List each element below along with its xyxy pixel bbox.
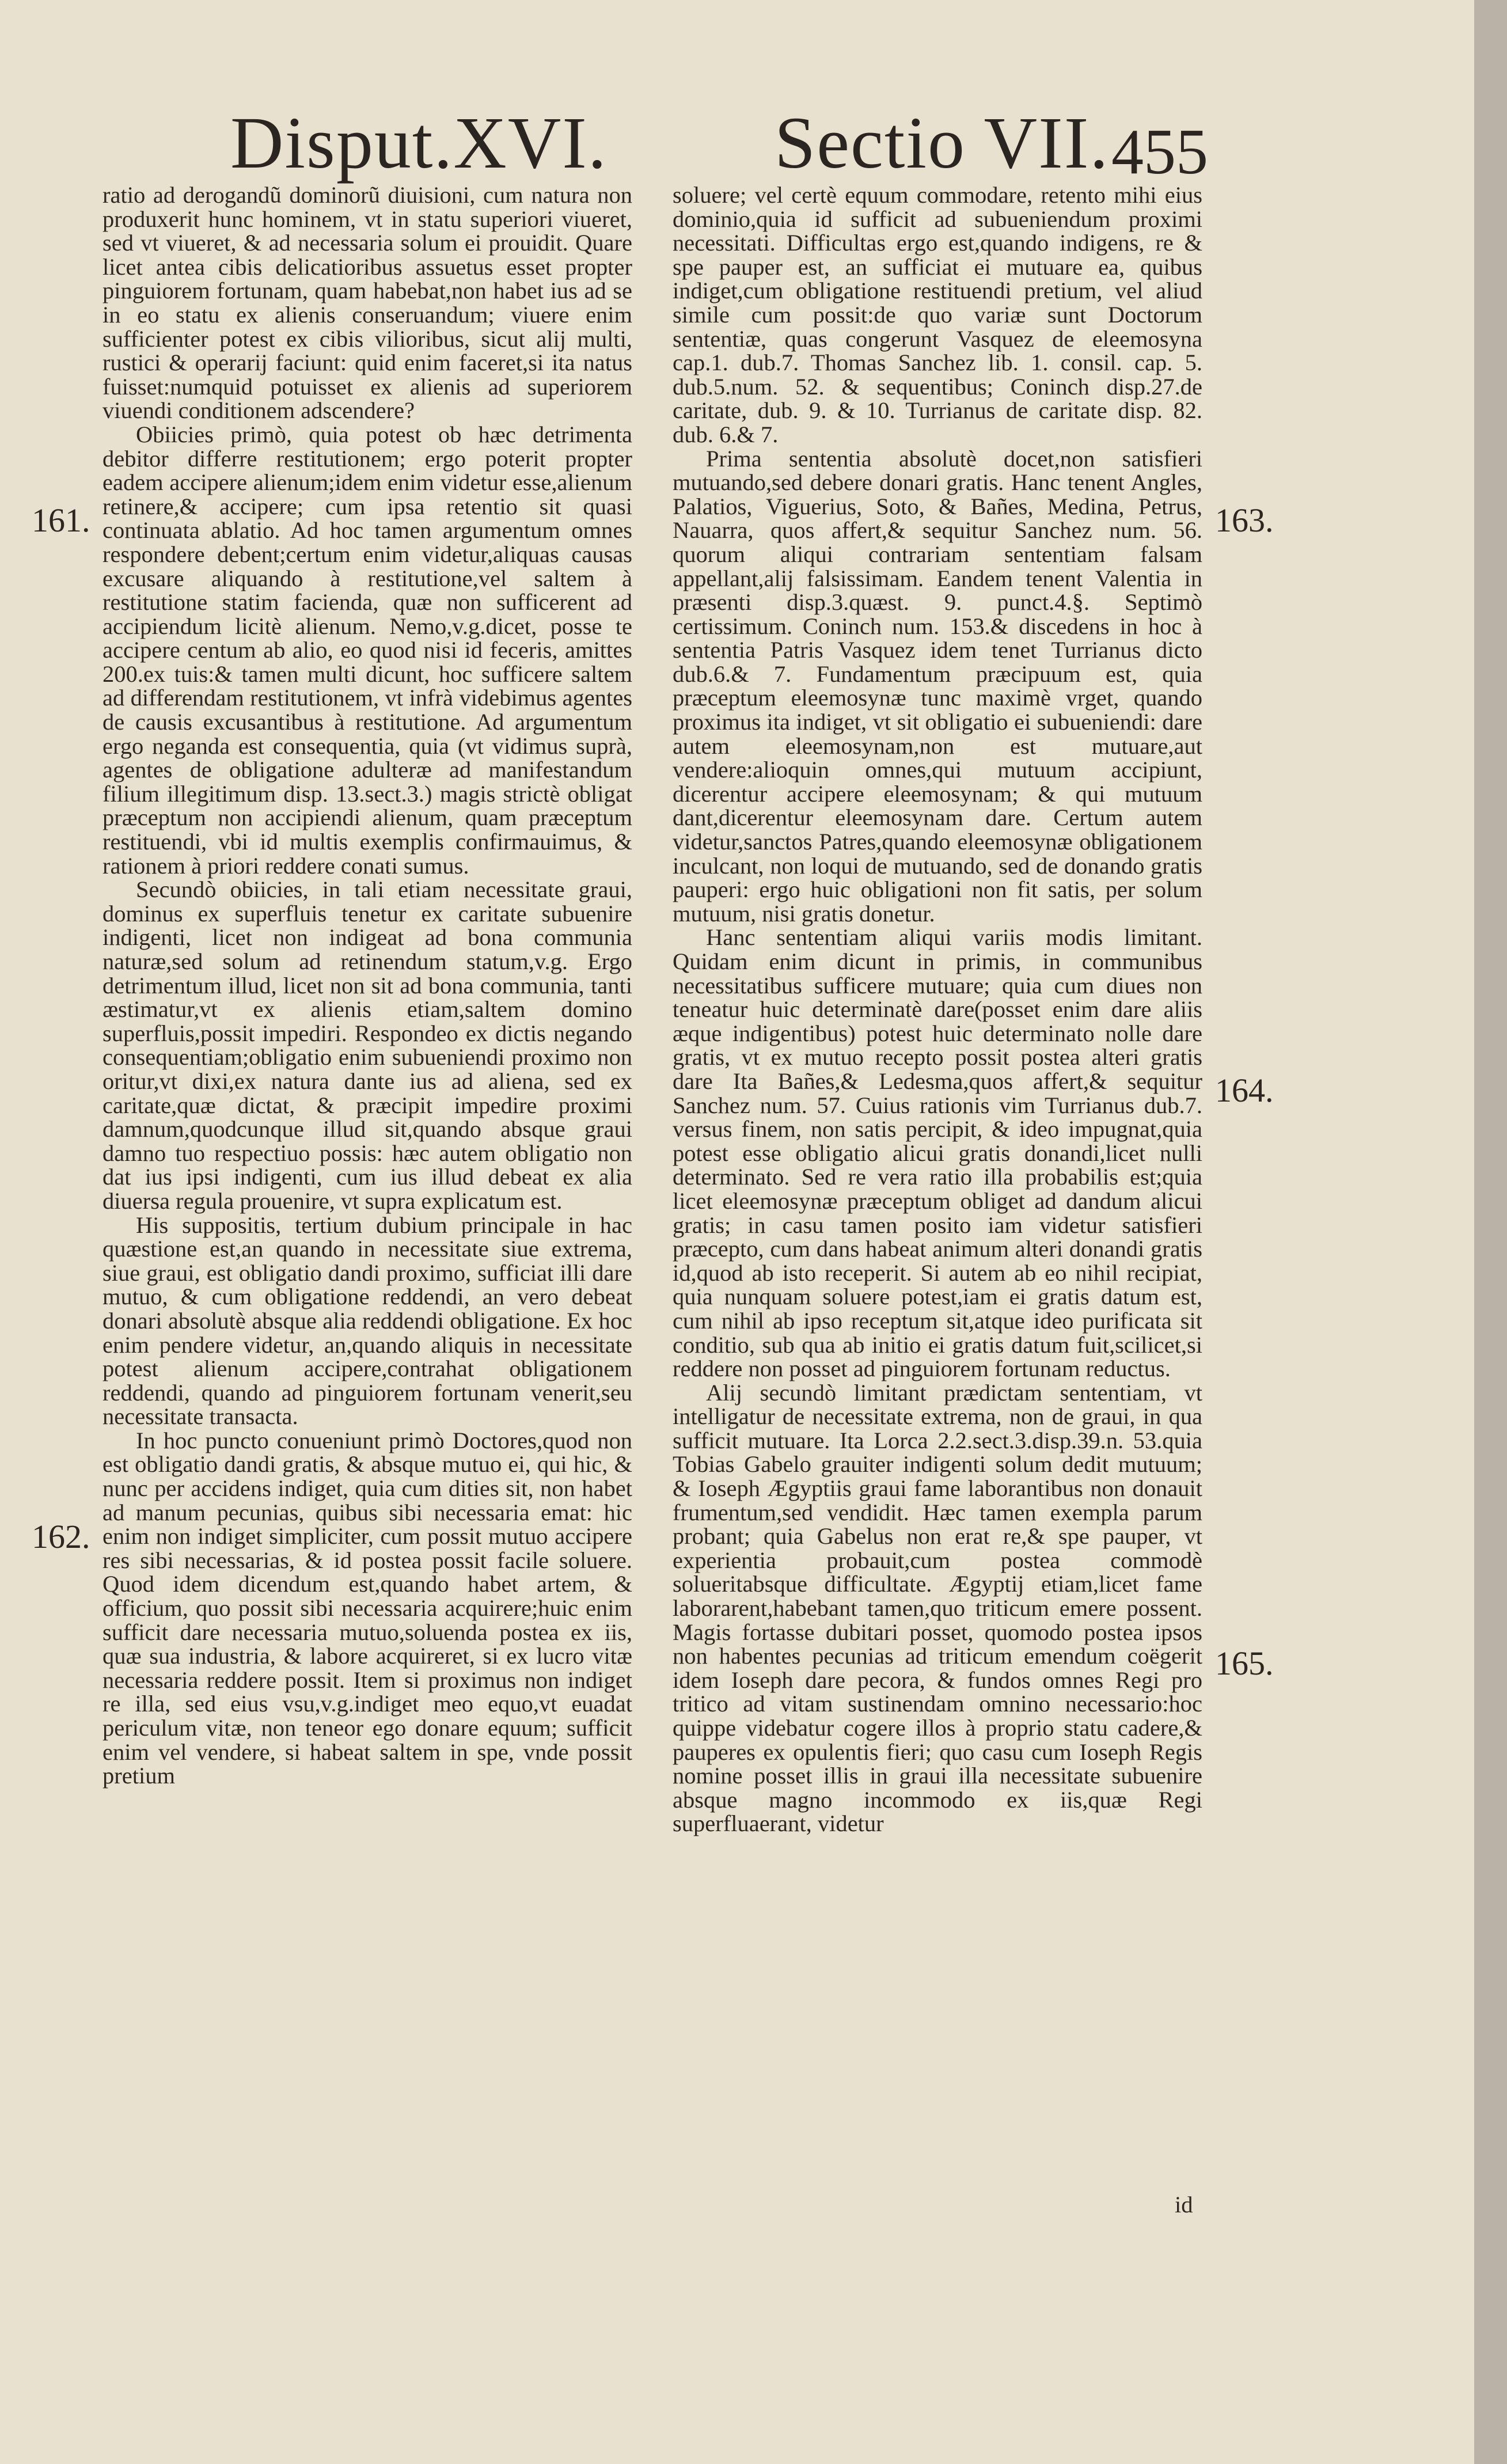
paragraph: Hanc sententiam aliqui variis modis limitant. Quidam enim dicunt in primis, in communibus necessitatibus sufficere mutuare; quia cum diues non teneatur huic determinatè dare(posset enim dare aliis æque indigentibus) potest huic determinato nolle dare gratis, vt ex mutuo recepto possit postea alteri gratis dare Ita Bañes,& Ledesma,quos affert,& sequitur Sanchez num. 57. Cuius rationis vim Turrianus dub.7. versus finem, non satis percipit, & ideo impugnat,quia potest esse obligatio alicui gratis donandi,licet nulli determinato. Sed re vera ratio illa probabilis est;quia licet eleemosynæ præceptum obliget ad dandum alicui gratis; in casu tamen posito iam videtur satisfieri præcepto, cum dans habeat animum alteri donandi gratis id,quod ab isto receperit. Si autem ab eo nihil recipiat, quia nunquam soluere potest,iam ei gratis datum est, cum nihil ab ipso receptum sit,atque ideo purificata sit conditio, sub qua ab initio ei gratis datum fuit,scilicet,si reddere non posset ad pinguiorem fortunam reductus. [673,924,1202,1382]
catchword: id [1175,2192,1193,2218]
page-number: 455 [1111,116,1208,188]
running-head-disputation: Disput.XVI. [230,102,608,184]
paragraph: His suppositis, tertium dubium principale in hac quæstione est,an quando in necessitate siue extrema, siue graui, est obligatio dandi proximo, sufficiat illi dare mutuo, & cum obligatione reddendi, an vero debeat donari absolutè absque alia reddendi obligatione. Ex hoc enim pendere videtur, an,quando aliquis in necessitate potest alienum accipere,contrahat obligationem reddendi, quando ad pinguiorem fortunam venerit,seu necessitate transacta. [103,1212,632,1430]
paragraph: Secundò obiicies, in tali etiam necessitate graui, dominus ex superfluis tenetur ex caritate subuenire indigenti, licet non indigeat ad bona communia naturæ,sed solum ad retinendum statum,v.g. Ergo detrimentum illud, licet non sit ad bona communia, tanti æstimatur,vt ex alienis etiam,saltem domino superfluis,possit impediri. Respondeo ex dictis negando consequentiam;obligatio enim subueniendi proximo non oritur,vt dixi,ex natura dante ius ad aliena, sed ex caritate,quæ dictat, & præcipit impedire proximi damnum,quodcunque illud sit,quando absque graui damno tuo respectiuo possis: hæc autem obligatio non dat ius ipsi indigenti, cum ius illud debeat ex alia diuersa regula prouenire, vt supra explicatum est. [103,876,632,1214]
right-text-column [673,183,1202,1836]
paragraph: ratio ad derogandũ dominorũ diuisioni, cum natura non produxerit hunc hominem, vt in statu superiori viueret, sed vt viueret, & ad necessaria solum ei prouidit. Quare licet antea cibis delicatioribus assuetus esset propter pinguiorem fortunam, quam habebat,non habet ius ad se in eo statu ex alienis conseruandum; viuere enim sufficienter potest ex cibis vilioribus, sicut alij multi, rustici & operarij faciunt: quid enim faceret,si ita natus fuisset:numquid potuisset ex alienis ad superiorem viuendi conditionem adscendere? [103,182,632,424]
running-head-section: Sectio VII. [775,102,1110,184]
margin-number-161: 161. [32,502,90,539]
paragraph: Prima sententia absolutè docet,non satisfieri mutuando,sed debere donari gratis. Hanc tenent Angles, Palatios, Viguerius, Soto, & Bañes, Medina, Petrus, Nauarra, quos affert,& sequitur Sanchez num. 56. quorum aliqui contrariam sententiam falsam appellant,alij falsissimam. Eandem tenent Valentia in præsenti disp.3.quæst. 9. punct.4.§. Septimò certissimum. Coninch num. 153.& discedens in hoc à sententia Patris Vasquez idem tenet Turrianus dicto dub.6.& 7. Fundamentum præcipuum est, quia præceptum eleemosynæ tunc maximè vrget, quando proximus ita indiget, vt sit obligatio ei subueniendi: dare autem eleemosynam,non est mutuare,aut vendere:alioquin omnes,qui mutuum accipiunt, dicerentur accipere eleemosynam; & qui mutuum dant,dicerentur eleemosynam dare. Certum autem videtur,sanctos Patres,quando eleemosynæ obligationem inculcant, non loqui de mutuando, sed de donando gratis pauperi: ergo huic obligationi non fit satis, per solum mutuum, nisi gratis donetur. [673,445,1202,927]
left-text-column [103,183,632,1788]
paragraph: Obiicies primò, quia potest ob hæc detrimenta debitor differre restitutionem; ergo poterit propter eadem accipere alienum;idem enim videtur esse,alienum retinere,& accipere; cum ipsa retentio sit quasi continuata ablatio. Ad hoc tamen argumentum omnes respondere debent;certum enim videtur,aliquas causas excusare aliquando à restitutione,vel saltem à restitutione statim facienda, quæ non sufficerent ad accipiendum licitè alienum. Nemo,v.g.dicet, posse te accipere centum ab alio, eo quod nisi id feceris, amittes 200.ex tuis:& tamen multi dicunt, hoc sufficere saltem ad differendam restitutionem, vt infrà videbimus agentes de causis excusantibus à restitutione. Ad argumentum ergo neganda est consequentia, quia (vt vidimus suprà, agentes de obligatione adulteræ ad manifestandum filium illegitimum disp. 13.sect.3.) magis strictè obligat præceptum non accipiendi alienum, quam præceptum restituendi, vbi id multis exemplis confirmauimus, & rationem à priori reddere conati sumus. [103,421,632,879]
paragraph: Alij secundò limitant prædictam sententiam, vt intelligatur de necessitate extrema, non de graui, in qua sufficit mutuare. Ita Lorca 2.2.sect.3.disp.39.n. 53.quia Tobias Gabelo grauiter indigenti solum dedit mutuum; & Ioseph Ægyptiis graui fame laborantibus non donauit frumentum,sed vendidit. Hæc tamen exempla parum probant; quia Gabelus non erat re,& spe pauper, vt experientia probauit,cum postea commodè solueritabsque difficultate. Ægyptij etiam,licet fame laborarent,habebant tamen,quo triticum emere possent. Magis fortasse dubitari posset, quomodo postea ipsos non habentes pecunias ad triticum emendum coëgerit idem Ioseph dare pecora, & fundos omnes Regi pro tritico ad vitam sustinendam omnino necessario:hoc quippe videbatur cogere illos à proprio statu cadere,& pauperes ex opulentis fieri; quo casu cum Ioseph Regis nomine posset illis in graui illa necessitate subuenire absque magno incommodo ex iis,quæ Regi superfluaerant, videtur [673,1379,1202,1837]
page-edge [1474,0,1507,2464]
paragraph: soluere; vel certè equum commodare, retento mihi eius dominio,quia id sufficit ad subueniendum proximi necessitati. Difficultas ergo est,quando indigens, re & spe pauper est, an sufficiat ei mutuare ea, quibus indiget,cum obligatione restituendi pretium, vel aliud simile cum possit:de quo variæ sunt Doctorum sententiæ, quas congerunt Vasquez de eleemosyna cap.1. dub.7. Thomas Sanchez lib. 1. consil. cap. 5. dub.5.num. 52. & sequentibus; Coninch disp.27.de caritate, dub. 9. & 10. Turrianus de caritate disp. 82. dub. 6.& 7. [673,182,1202,447]
margin-number-162: 162. [32,1518,90,1555]
margin-number-164: 164. [1215,1072,1274,1109]
margin-number-165: 165. [1215,1645,1274,1682]
paragraph: In hoc puncto conueniunt primò Doctores,quod non est obligatio dandi gratis, & absque mutuo ei, qui hic, & nunc per accidens indiget, quia cum dities sit, non habet ad manum pecunias, quibus sibi necessaria emat: hic enim non indiget simpliciter, cum possit mutuo accipere res sibi necessarias, & id postea possit facile soluere. Quod idem dicendum est,quando habet artem, & officium, quo possit sibi necessaria acquirere;huic enim sufficit dare necessaria mutuo,soluenda postea ex iis, quæ sua industria, & labore acquireret, si ex lucro vitæ necessaria reddere possit. Item si proximus non indiget re illa, sed eius vsu,v.g.indiget meo equo,vt euadat periculum vitæ, non teneor ego donare equum; sufficit enim vel vendere, si habeat saltem in spe, vnde possit pretium [103,1427,632,1789]
margin-number-163: 163. [1215,502,1274,539]
